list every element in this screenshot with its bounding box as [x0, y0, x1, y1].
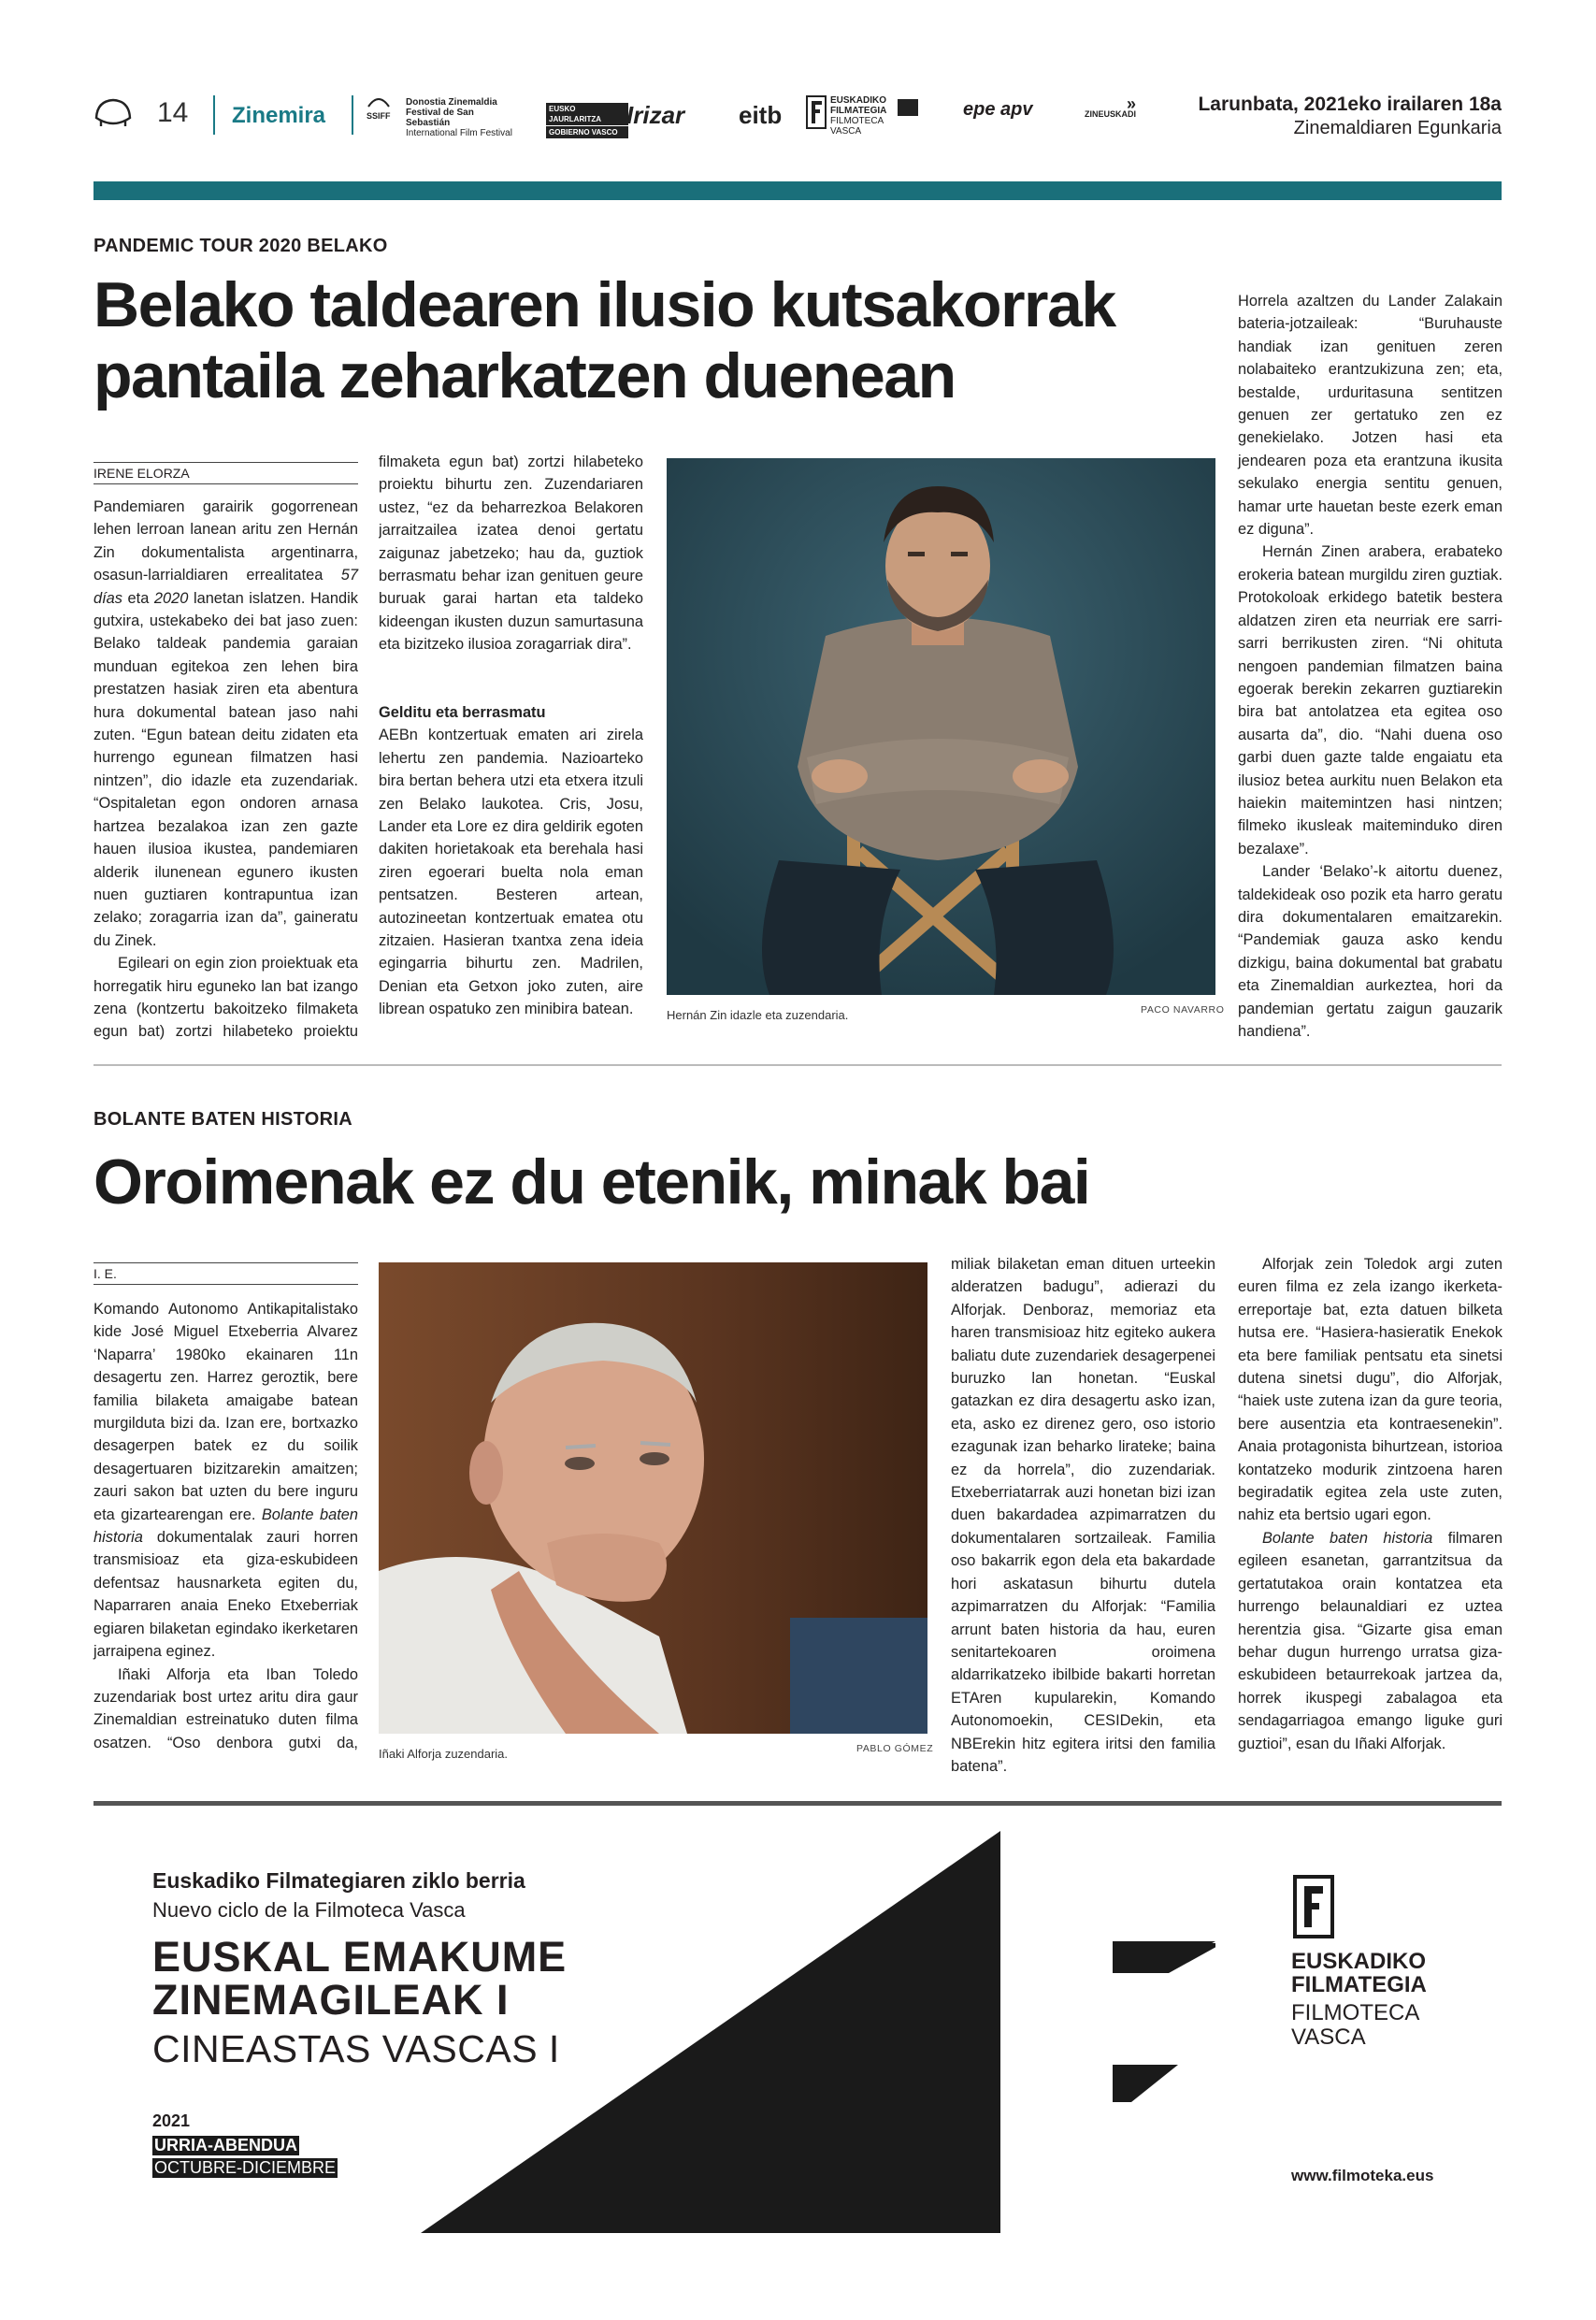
- paragraph: filmaketa egun bat) zortzi hilabeteko proiektu bihurtu zen. Zuzendariaren ustez, “ez da beharrezkoa Belakoren jarraitzailea izatea denoi gertatu zaigunaz jabetzeko; hau da, guztiok berrasmatu behar izan genituen geure buruak garai hartan eta taldeko kideengan ikusten duzun samurtasuna eta bizitzeko ilusioa zoragarriak dira”.: [379, 454, 643, 654]
- paragraph: miliak bilaketan eman dituen urteekin alderatzen badugu”, adierazi du Alforjak. Denboraz, memoriaz eta haren transmisioaz hitz egiteko aukera baliatu dute zuzendariek desagerpenei buruzko lan honetan. “Euskal gatazkan ez dira desagertu asko izan, eta, asko ez direnez gero, oso istorio ezagunak izan beharko lirateke; baina ez da horrela”, dio zuzendariak. Etxeberriatarrak auzi honetan bizi izan duen bakardadea azpimarratzen du dokumentalaren sortzaileak. Familia oso bakarrik egon dela eta bakardade hori askatasun bihurtu dutela azpimarratzen du Alforjak: “Familia arrunt baten historia da hau, euren senitartekoaren oroimena aldarrikatzeko ibilbide bakarti horretan ETAren kupularekin, Komando Autonomoekin, CESIDekin, eta NBErekin hitz egitera iritsi den familia batena”.: [951, 1256, 1215, 1775]
- ad-website-link[interactable]: www.filmoteka.eus: [1291, 2167, 1434, 2184]
- page-number: 14: [157, 97, 189, 128]
- ad-cycle-spanish: Nuevo ciclo de la Filmoteca Vasca: [152, 1898, 466, 1922]
- header-rule: [93, 181, 1502, 200]
- ad-months-spanish: OCTUBRE-DICIEMBRE: [154, 2158, 337, 2177]
- article2-photo: [379, 1262, 927, 1734]
- ssiff-logo: SSIFF: [367, 95, 391, 122]
- paragraph: Pandemiaren garairik gogorrenean lehen lerroan lanean aritu zen Hernán Zin dokumentalista argentinarra, osasun-larrialdiaren errealitatea 57 días eta 2020 lanetan islatzen. Handik gutxira, ustekabeko dei bat jaso zuen: Belako taldeak pandemia garaian munduan egitekoa zen lehen bira prestatzen hasiak ziren eta abentura hura dokumental batean jaso nahi zuten. “Egun batean deitu zidaten eta hurrengo egunean filmatzen hasi nintzen”, dio idazle eta zuzendariak. “Ospitaletan egon ondoren arnasa hartzea bezalakoa izan zen gazte hauen ilusioa ikustea, pandemiaren alderik ilunenean egunero ikusten nuen guztiaren kontrapuntua izan zelako; zoragarria izan da”, gaineratu du Zinek.: [93, 498, 358, 949]
- ad-title: EUSKAL EMAKUME ZINEMAGILEAK I: [152, 1933, 568, 2024]
- article1-photo-credit: PACO NAVARRO: [1141, 1004, 1225, 1016]
- article1-headline: Belako taldearen ilusio kutsakorrak pantaila zeharkatzen duenean: [93, 269, 1115, 411]
- filmateca-f-icon: [806, 95, 827, 129]
- header-separator: [213, 95, 215, 135]
- eitb-logo: eitb: [739, 101, 783, 129]
- article1-subhead: Gelditu eta berrasmatu: [379, 704, 546, 721]
- article2-kicker: BOLANTE BATEN HISTORIA: [93, 1109, 352, 1130]
- ad-top-rule: [93, 1801, 1502, 1806]
- paragraph: Lander ‘Belako’-k aitortu duenez, taldekideak oso pozik eta harro geratu dira dokumentalaren emaitzarekin. “Pandemiak gauza asko kendu dizkigu, baina dokumental bat grabatu eta Zinemaldian aurkeztea, hori da pandemian gertatu zaigun gauzarik handiena”.: [1238, 863, 1503, 1040]
- basque-government-logo: EUSKO JAURLARITZA GOBIERNO VASCO: [546, 103, 628, 138]
- article2-headline: Oroimenak ez du etenik, minak bai: [93, 1146, 1090, 1218]
- article1-kicker: PANDEMIC TOUR 2020 BELAKO: [93, 236, 388, 256]
- ad-title-spanish: CINEASTAS VASCAS I: [152, 2027, 560, 2070]
- article2-photo-credit: PABLO GÓMEZ: [856, 1743, 934, 1754]
- page-header: [93, 90, 1502, 146]
- paragraph: AEBn kontzertuak ematen ari zirela lehertu zen pandemia. Nazioarteko bira bertan behera utzi eta etxera itzuli zen Belako laukotea. Cris, Josu, Lander eta Lore ez dira geldirik egoten dakiten horietakoak eta berehala hasi ziren egoerari buelta nola eman pentsatzen. Besteren artean, autozineetan kontzertuak ematea otu zitzaien. Hasieran txantxa zena ideia egingarria bihurtu zen. Madrilen, Denian eta Getxon joko zuten, aire librean ospatuko zen minibira batean.: [379, 727, 643, 1018]
- filmoteca-f-logo-icon: [1293, 1875, 1334, 1938]
- portrait-hernan-zin: [667, 458, 1215, 995]
- festival-name: Donostia Zinemaldia Festival de San Sebastián International Film Festival: [406, 97, 512, 138]
- portrait-inaki-alforja: [379, 1262, 927, 1734]
- paragraph: Horrela azaltzen du Lander Zalakain bateria-jotzaileak: “Buruhauste handiak izan genituen zeren nolabaiteko erantzukizuna zen; eta, bestalde, urduritasuna sentitzen genuen zer gertatuko zen ez genekielako. Jotzen hasi eta jendearen poza eta erantzuna ikusita sekulako energia sentitu genuen, hamar urte hauetan beste ezerk eman ez diguna”.: [1238, 293, 1503, 539]
- shell-icon: [93, 97, 133, 129]
- paragraph: Komando Autonomo Antikapitalistako kide José Miguel Etxeberria Alvarez ‘Naparra’ 1980ko ekainaren 11n desagertu zen. Harrez geroztik, bere familia bilaketa amaigabe batean murgilduta bizi da. Izan ere, bortxazko desagerpen batek ez du soilik desagertuaren bizitzarekin amaitzen; zauri sakon bat uzten du bere inguru eta gizartearengan ere. Bolante baten historia dokumentalak zauri horren transmisioaz eta giza-eskubideen defentsaz hausnarketa egiten du, Naparraren anaia Eneko Etxeberriak egiaren bilaketan egindako ikerketaren jarraipena eginez.: [93, 1301, 358, 1661]
- article-divider: [93, 1064, 1502, 1066]
- ad-months-basque: URRIA-ABENDUA: [154, 2136, 297, 2154]
- article2-byline: I. E.: [93, 1262, 358, 1285]
- article1-photo-caption: Hernán Zin idazle eta zuzendaria.: [667, 1008, 849, 1022]
- article2-column-4: [1238, 1253, 1503, 1755]
- filmateca-logo: EUSKADIKO FILMATEGIA FILMOTECA VASCA: [806, 95, 886, 137]
- paragraph: Alforjak zein Toledok argi zuten euren filma ez zela izango ikerketa-erreportaje bat, ezta datuen bilketa hutsa ere. “Hasiera-hasieratik Enekok eta bere familiak pentsatu eta sinetsi dutena sinetsi dugu”, dio Alforjak, “haiek uste zutena izan da gure teoria, bere ausentzia eta kontraesenekin”. Anaia protagonista bihurtzean, istorioa kontatzeko modurik zintzoena haren begiradatik egitea zela uste zuten, nahiz eta bertsio ugari egon.: [1238, 1256, 1503, 1524]
- epe-apv-logo: epe apv: [963, 99, 1033, 120]
- article1-byline: IRENE ELORZA: [93, 462, 358, 484]
- article1-column-1: [93, 496, 358, 1044]
- article1-column-3: [1238, 290, 1503, 1043]
- ad-year: 2021: [152, 2111, 191, 2130]
- paragraph: Hernán Zinen arabera, erabateko erokeria batean murgildu ziren guztiak. Protokoloak erkidego batetik bestera aldatzen ziren eta neurriak ere sarri-sarri berrikusten ziren. “Ni ohituta nengoen pandemian filmatzen baina egoerak berekin zekarren guztiarekin bira bat antolatzea eta egitea oso ausarta da”, dio. “Nahi duena oso garbi duen gazte talde engaiatu eta ilusioz betea aurkitu nuen Belakon eta haiekin maitemintzen hasi nintzen; filmeko ikusleak maiteminduko diren bezalaxe”.: [1238, 543, 1503, 857]
- paragraph: Egileari on egin zion proiektuak eta horregatik hiru eguneko lan bat izango zena (kontzertu bakoitzeko filmaketa egun bat) zortzi hilabeteko proiektu: [93, 955, 358, 1041]
- article2-column-3: [951, 1253, 1215, 1778]
- ad-org-spanish: FILMOTECA VASCA: [1291, 2000, 1420, 2050]
- ad-cycle-basque: Euskadiko Filmategiaren ziklo berria: [152, 1868, 525, 1893]
- header-separator: [352, 95, 353, 135]
- issue-date: Larunbata, 2021eko irailaren 18a: [1198, 94, 1502, 115]
- sponsor-badge-icon: [898, 99, 918, 116]
- section-name: Zinemira: [232, 103, 326, 128]
- newspaper-name: Zinemaldiaren Egunkaria: [1293, 118, 1502, 138]
- article1-column-2: [379, 451, 643, 1021]
- ssiff-icon: [367, 95, 391, 108]
- paragraph: Bolante baten historia filmaren egileen esanetan, garrantzitsua da gertatutakoa orain kontatzea eta hurrengo belaunaldiari ez uztea herentzia gisa. “Gizarte gisa eman behar dugun hurrengo urratsa giza-eskubideen betaurrekoak jartzea da, horrek ikuspegi zabalagoa eta sendagarriagoa emango liguke guri guztioi”, esan du Iñaki Alforjak.: [1238, 1529, 1503, 1752]
- chevron-right-icon: »: [1127, 94, 1137, 113]
- irizar-logo: Irizar: [626, 101, 685, 129]
- zineuskadi-logo: » ZINEUSKADI: [1085, 94, 1137, 119]
- paragraph: Iñaki Alforja eta Iban Toledo zuzendariak bost urtez aritu dira gaur Zinemaldian estreinatuko duten filma osatzen. “Oso denbora gutxi da,: [93, 1665, 358, 1751]
- article2-photo-caption: Iñaki Alforja zuzendaria.: [379, 1747, 509, 1761]
- article1-photo: [667, 458, 1215, 995]
- ad-org-basque: EUSKADIKO FILMATEGIA: [1291, 1949, 1427, 1997]
- article2-column-1: [93, 1298, 358, 1755]
